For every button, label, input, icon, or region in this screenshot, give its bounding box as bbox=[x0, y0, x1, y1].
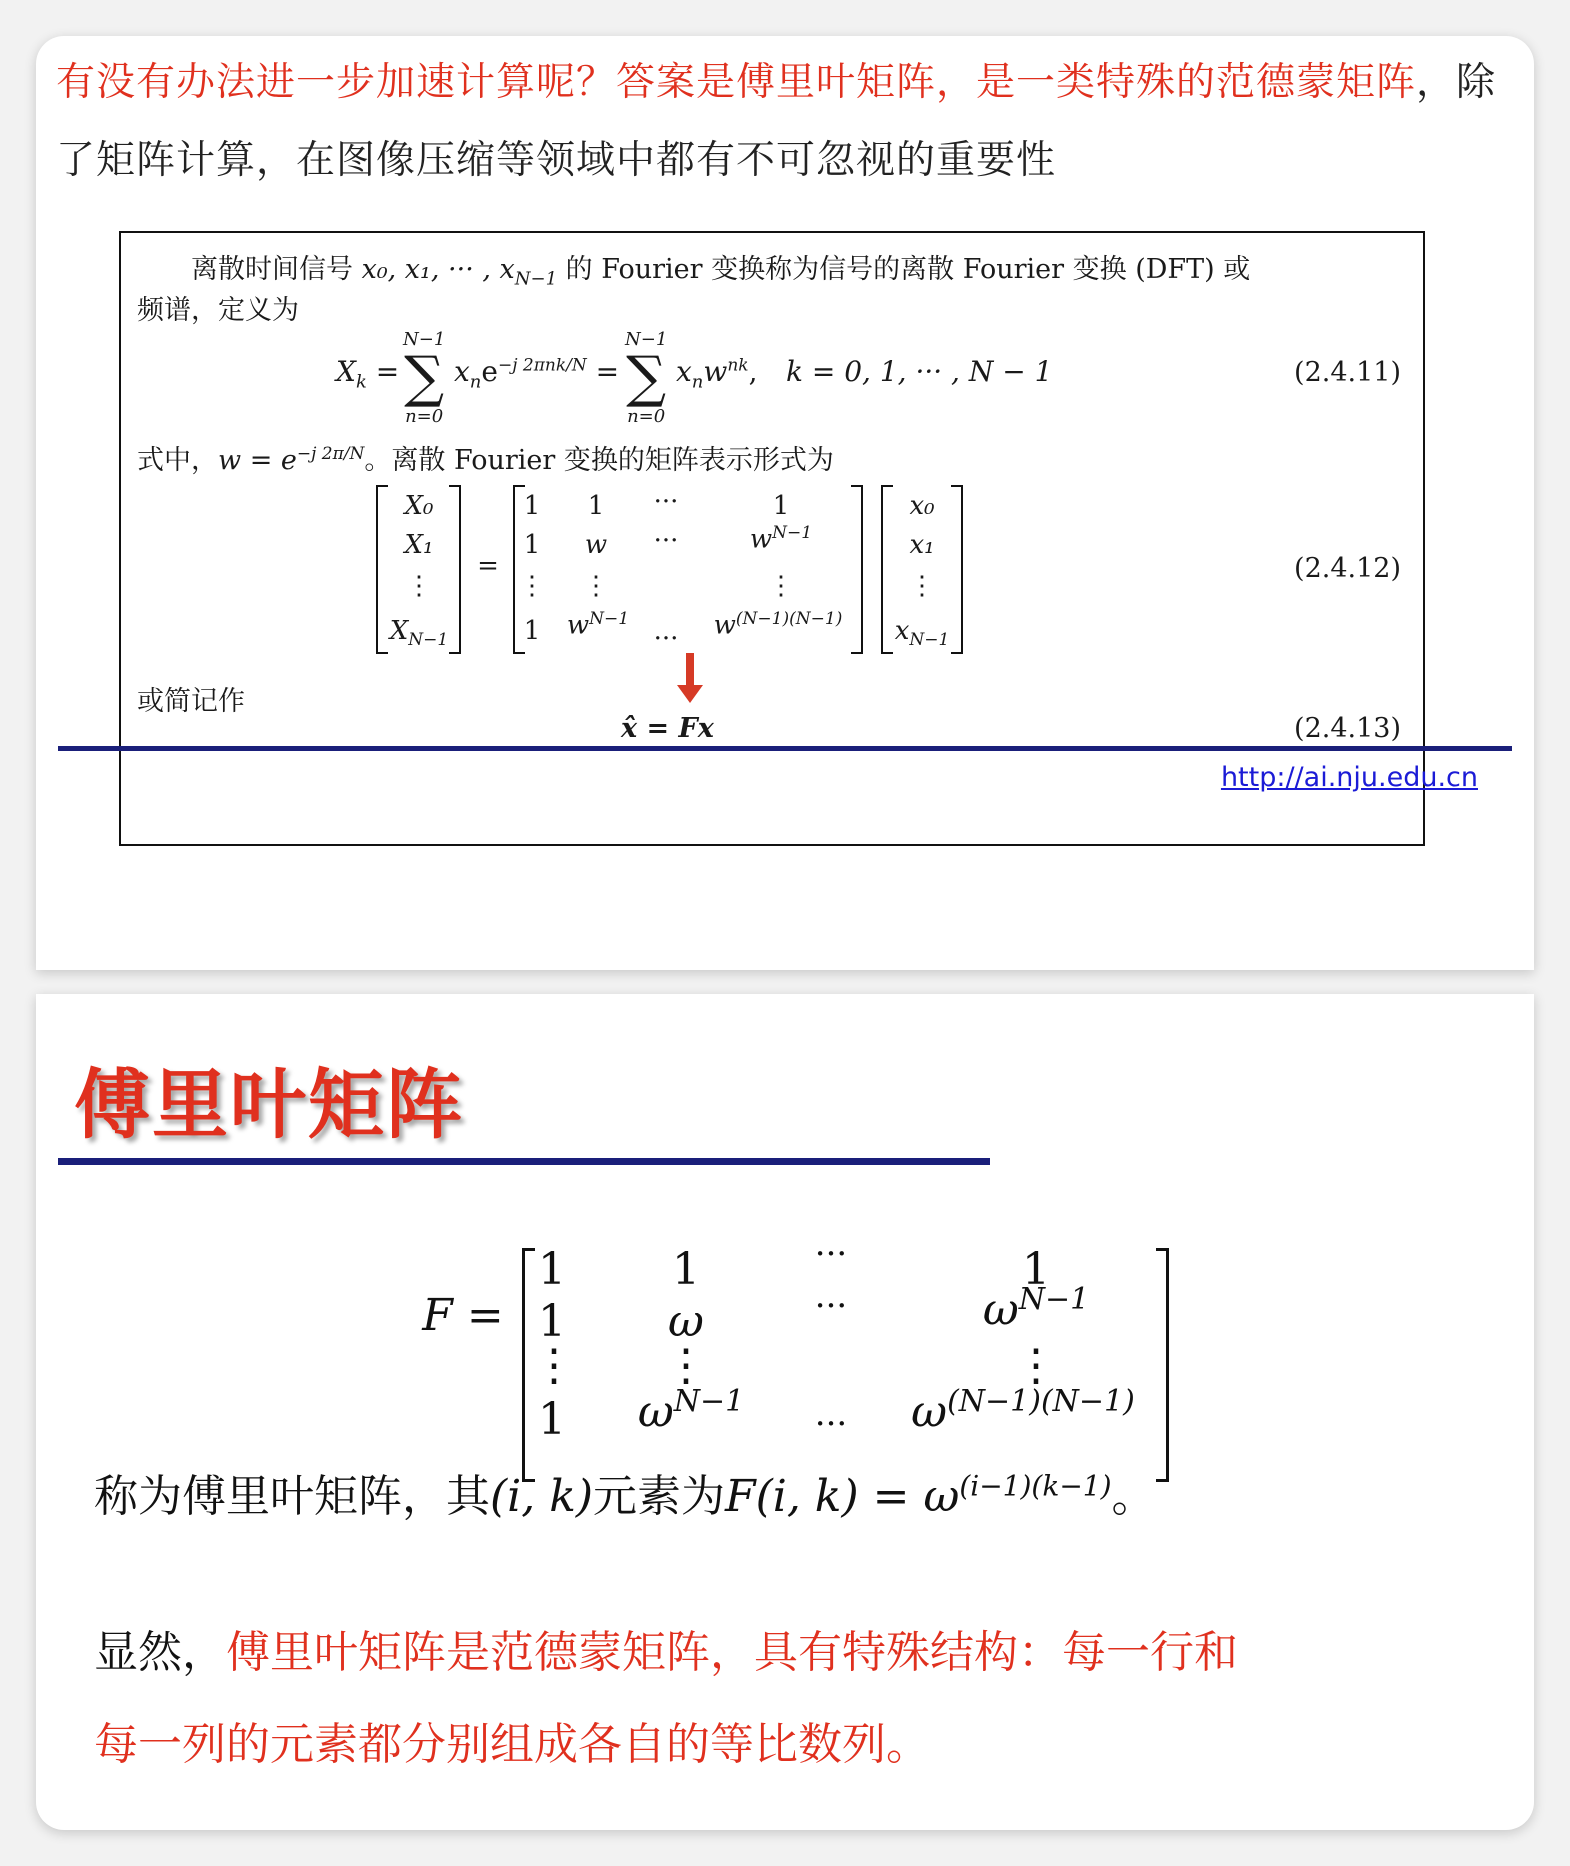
F-r2c1: ⋮ bbox=[664, 1340, 708, 1391]
F-r1c0: 1 bbox=[538, 1296, 566, 1347]
F-r3c1-sup: N−1 bbox=[673, 1384, 745, 1419]
eq1-sum-2-top: N−1 bbox=[625, 329, 668, 350]
obs-a: 显然， bbox=[94, 1627, 226, 1678]
F-r3c1 bbox=[616, 1384, 766, 1438]
eq1-term-1: $x_ne^{-j 2\pi nk/N}$ = bbox=[454, 355, 620, 393]
eq1-term-2-sup: nk bbox=[727, 355, 749, 376]
eq1-sum-1-bottom: n=0 bbox=[405, 406, 444, 427]
sigma-2: ∑ bbox=[626, 345, 667, 410]
F-r3c2: ... bbox=[814, 1394, 848, 1434]
m-r1c2: ··· bbox=[653, 526, 679, 556]
desc-b: 元素为 bbox=[593, 1471, 726, 1522]
vecx-1: x₁ bbox=[909, 530, 935, 560]
m-r3c1-base: w bbox=[566, 610, 590, 641]
m-r1c0: 1 bbox=[523, 530, 541, 560]
vecx-last-var: x bbox=[894, 616, 910, 646]
vecX-last-sub: N−1 bbox=[408, 630, 449, 651]
F-r0c3: 1 bbox=[1022, 1244, 1050, 1295]
m-r3c3-base: w bbox=[713, 610, 736, 641]
desc-formula: F(i, k) = ω bbox=[725, 1471, 960, 1522]
intro-text bbox=[56, 44, 1516, 200]
eq3-number: (2.4.13) bbox=[1294, 713, 1401, 744]
F-right-bracket bbox=[1156, 1248, 1169, 1482]
m-r0c1: 1 bbox=[587, 491, 605, 521]
vecX-dots: ⋮ bbox=[406, 571, 432, 601]
m-r3c1 bbox=[553, 609, 643, 641]
F-r0c1: 1 bbox=[672, 1244, 700, 1295]
desc-end: 。 bbox=[1111, 1471, 1156, 1522]
title-underline bbox=[58, 1158, 990, 1165]
F-r2c3: ⋮ bbox=[1014, 1340, 1058, 1391]
obs-highlight-1: 傅里叶矩阵是范德蒙矩阵，具有特殊结构：每一行和 bbox=[226, 1627, 1238, 1678]
desc-sup: (i−1)(k−1) bbox=[959, 1469, 1112, 1503]
eq1-term-1-sub: n bbox=[469, 371, 482, 393]
red-arrow-head-icon bbox=[677, 685, 703, 703]
F-r1c1: ω bbox=[668, 1296, 704, 1347]
dft-line-3-a: 式中， bbox=[137, 445, 218, 476]
eq2-number: (2.4.12) bbox=[1294, 553, 1401, 584]
m-r1c3-base: w bbox=[749, 524, 773, 555]
eq1-sum-1-top: N−1 bbox=[403, 329, 446, 350]
F-r1c3-base: ω bbox=[982, 1284, 1019, 1336]
observation-line-1 bbox=[94, 1616, 1238, 1680]
F-r3c3-base: ω bbox=[911, 1386, 948, 1438]
eq1-term-2: $x_nw^{nk}$, bbox=[676, 355, 758, 393]
eq1-lhs-sub: k bbox=[355, 371, 367, 393]
slide-top bbox=[36, 36, 1534, 970]
eq1-term-1-sup: −j 2πnk/N bbox=[497, 355, 587, 376]
dft-line-4: 或简记作 bbox=[137, 686, 245, 717]
eq1-sum-2 bbox=[625, 329, 667, 427]
fourier-description bbox=[94, 1460, 1156, 1524]
eq1-sum-1 bbox=[403, 329, 445, 427]
dft-line-3-sup: −j 2π/N bbox=[296, 444, 365, 464]
red-arrow-shaft bbox=[686, 653, 694, 687]
eq1-condition: k = 0, 1, ··· , N − 1 bbox=[786, 355, 1053, 388]
footer-rule bbox=[58, 746, 1512, 751]
eq1-lhs-var: X bbox=[336, 355, 356, 388]
F-r0c2: ··· bbox=[814, 1234, 848, 1274]
vecX-1: X₁ bbox=[404, 530, 434, 560]
eq1-number: (2.4.11) bbox=[1294, 357, 1401, 388]
F-r1c3 bbox=[951, 1282, 1121, 1336]
F-r1c2: ··· bbox=[814, 1286, 848, 1326]
m-r0c2: ··· bbox=[653, 487, 679, 517]
eq3: x̂ = Fx bbox=[621, 713, 714, 744]
m-r3c0: 1 bbox=[523, 616, 541, 646]
dft-line-1-a: 离散时间信号 bbox=[191, 254, 353, 285]
dft-line-3-w: w = e bbox=[218, 445, 297, 476]
F-r3c3-sup: (N−1)(N−1) bbox=[947, 1384, 1135, 1419]
vecx-last bbox=[887, 616, 957, 650]
dft-line-2: 频谱，定义为 bbox=[137, 295, 299, 326]
eq1-term-2-x: x bbox=[676, 355, 692, 388]
slide-title: 傅里叶矩阵 bbox=[74, 1060, 464, 1149]
eq2-equals: = bbox=[477, 551, 499, 581]
dft-line-1-sub: N−1 bbox=[514, 268, 558, 290]
eq1-term-2-w: w bbox=[703, 355, 728, 388]
m-r0c3: 1 bbox=[772, 491, 790, 521]
desc-ik: (i, k) bbox=[490, 1471, 594, 1522]
eq1-term-1-e: e bbox=[481, 355, 498, 388]
F-r0c0: 1 bbox=[538, 1244, 566, 1295]
m-r3c3 bbox=[703, 609, 853, 641]
dft-line-1-b: 的 Fourier 变换称为信号的离散 Fourier 变换 (DFT) 或 bbox=[565, 254, 1251, 285]
eq1-term-1-x: x bbox=[454, 355, 470, 388]
dft-line-1 bbox=[191, 247, 1250, 289]
F-r3c0: 1 bbox=[538, 1394, 566, 1445]
m-r2c1: ⋮ bbox=[583, 571, 609, 601]
dft-textbook-excerpt bbox=[119, 231, 1425, 846]
slide-bottom bbox=[36, 994, 1534, 1830]
eq1-lhs: $X_k$ = bbox=[336, 355, 400, 393]
intro-rest: ，除了矩阵计算，在图像压缩等领域中都有不可忽视的重要性 bbox=[56, 60, 1497, 183]
F-r3c3 bbox=[882, 1384, 1164, 1438]
F-label: F = bbox=[422, 1290, 504, 1341]
m-r2c3: ⋮ bbox=[768, 571, 794, 601]
dft-line-3-b: 。离散 Fourier 变换的矩阵表示形式为 bbox=[364, 445, 834, 476]
eq1-sum-2-bottom: n=0 bbox=[627, 406, 666, 427]
m-r1c3-sup: N−1 bbox=[772, 523, 813, 543]
dft-line-3 bbox=[137, 438, 834, 477]
footer-url-link[interactable]: http://ai.nju.edu.cn bbox=[1220, 762, 1478, 793]
F-r1c3-sup: N−1 bbox=[1018, 1282, 1090, 1317]
m-r1c3 bbox=[731, 523, 831, 555]
observation-line-2 bbox=[94, 1708, 930, 1772]
dft-line-1-vars: x₀, x₁, ··· , x bbox=[361, 254, 515, 285]
vecX-0: X₀ bbox=[404, 491, 434, 521]
sigma-1: ∑ bbox=[404, 345, 445, 410]
obs-highlight-2: 每一列的元素都分别组成各自的等比数列。 bbox=[94, 1719, 930, 1770]
F-r3c1-base: ω bbox=[637, 1386, 674, 1438]
intro-highlight: 有没有办法进一步加速计算呢？答案是傅里叶矩阵，是一类特殊的范德蒙矩阵 bbox=[56, 60, 1417, 105]
desc-a: 称为傅里叶矩阵，其 bbox=[94, 1471, 490, 1522]
eq1-term-2-sub: n bbox=[691, 371, 704, 393]
m-r0c0: 1 bbox=[523, 491, 541, 521]
m-r3c1-sup: N−1 bbox=[589, 609, 630, 629]
m-r3c2: ... bbox=[653, 616, 679, 646]
vecx-0: x₀ bbox=[909, 491, 935, 521]
vecx-last-sub: N−1 bbox=[909, 630, 950, 651]
vecx-dots: ⋮ bbox=[909, 571, 935, 601]
F-r2c0: ⋮ bbox=[532, 1340, 576, 1391]
m-r2c0: ⋮ bbox=[519, 571, 545, 601]
vecX-last bbox=[383, 616, 455, 650]
vecX-last-var: X bbox=[389, 616, 409, 646]
m-r1c1: w bbox=[584, 530, 608, 560]
m-r3c3-sup: (N−1)(N−1) bbox=[735, 609, 843, 629]
